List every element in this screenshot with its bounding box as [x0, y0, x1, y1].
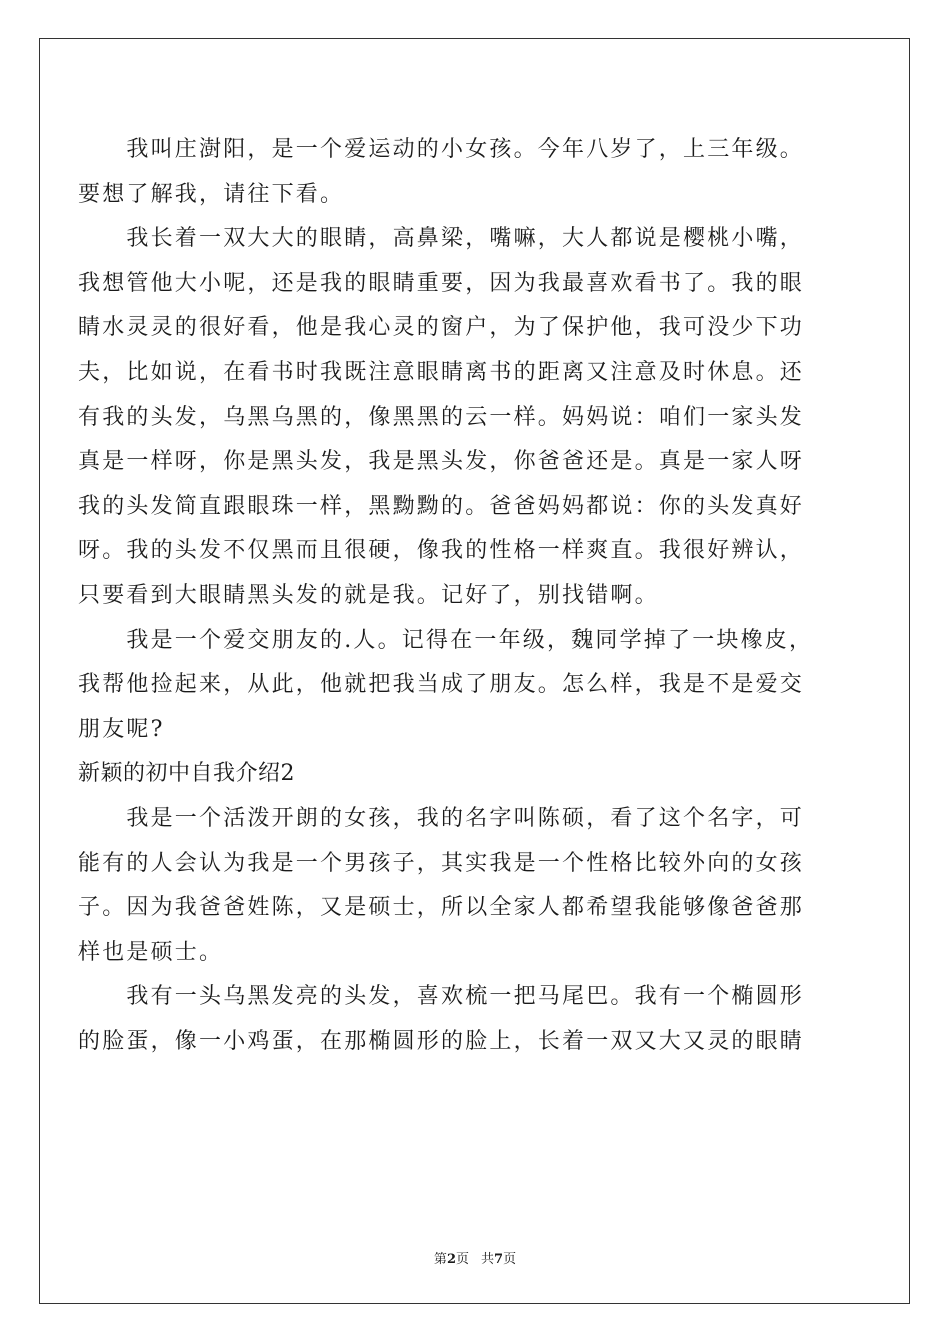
- text-line: 我是一个活泼开朗的女孩，我的名字叫陈硕，看了这个名字，可: [78, 805, 805, 831]
- total-prefix: 共: [481, 1252, 495, 1267]
- text-line: 样也是硕士。: [78, 939, 224, 965]
- text-line: 夫，比如说，在看书时我既注意眼睛离书的距离又注意及时休息。还: [78, 359, 805, 385]
- text-line: 真是一样呀，你是黑头发，我是黑头发，你爸爸还是。真是一家人呀: [78, 449, 805, 475]
- total-pages: 7: [494, 1252, 504, 1267]
- text-line: 子。因为我爸爸姓陈，又是硕士，所以全家人都希望我能够像爸爸那: [78, 895, 805, 921]
- total-suffix: 页: [503, 1252, 517, 1267]
- page-suffix: 页: [455, 1252, 469, 1267]
- document-body: [78, 128, 854, 1064]
- text-line: 朋友呢?: [78, 716, 165, 742]
- text-line: 睛水灵灵的很好看，他是我心灵的窗户，为了保护他，我可没少下功: [78, 315, 805, 341]
- text-line: 我有一头乌黑发亮的头发，喜欢梳一把马尾巴。我有一个椭圆形: [78, 984, 805, 1010]
- text-line: 我叫庄澍阳，是一个爱运动的小女孩。今年八岁了，上三年级。: [78, 137, 805, 162]
- text-line: 只要看到大眼睛黑头发的就是我。记好了，别找错啊。: [78, 582, 659, 608]
- text-line: 我想管他大小呢，还是我的眼睛重要，因为我最喜欢看书了。我的眼: [78, 270, 805, 296]
- text-line: 要想了解我，请往下看。: [78, 181, 345, 207]
- page-prefix: 第: [433, 1252, 447, 1267]
- text-line: 呀。我的头发不仅黑而且很硬，像我的性格一样爽直。我很好辨认，: [78, 538, 805, 564]
- text-line: 能有的人会认为我是一个男孩子，其实我是一个性格比较外向的女孩: [78, 850, 805, 876]
- section-heading: 新颖的初中自我介绍2: [78, 761, 295, 787]
- text-line: 我的头发简直跟眼珠一样，黑黝黝的。爸爸妈妈都说：你的头发真好: [78, 493, 805, 519]
- text-line: 我是一个爱交朋友的.人。记得在一年级，魏同学掉了一块橡皮，: [78, 627, 814, 653]
- text-line: 我帮他捡起来，从此，他就把我当成了朋友。怎么样，我是不是爱交: [78, 672, 805, 698]
- text-line: 有我的头发，乌黑乌黑的，像黑黑的云一样。妈妈说：咱们一家头发: [78, 404, 805, 430]
- page-footer: [0, 1248, 950, 1267]
- text-line: 的脸蛋，像一小鸡蛋，在那椭圆形的脸上，长着一双又大又灵的眼睛: [78, 1028, 805, 1054]
- page-number: 2: [446, 1252, 456, 1267]
- text-line: 我长着一双大大的眼睛，高鼻梁，嘴嘛，大人都说是樱桃小嘴，: [78, 226, 805, 252]
